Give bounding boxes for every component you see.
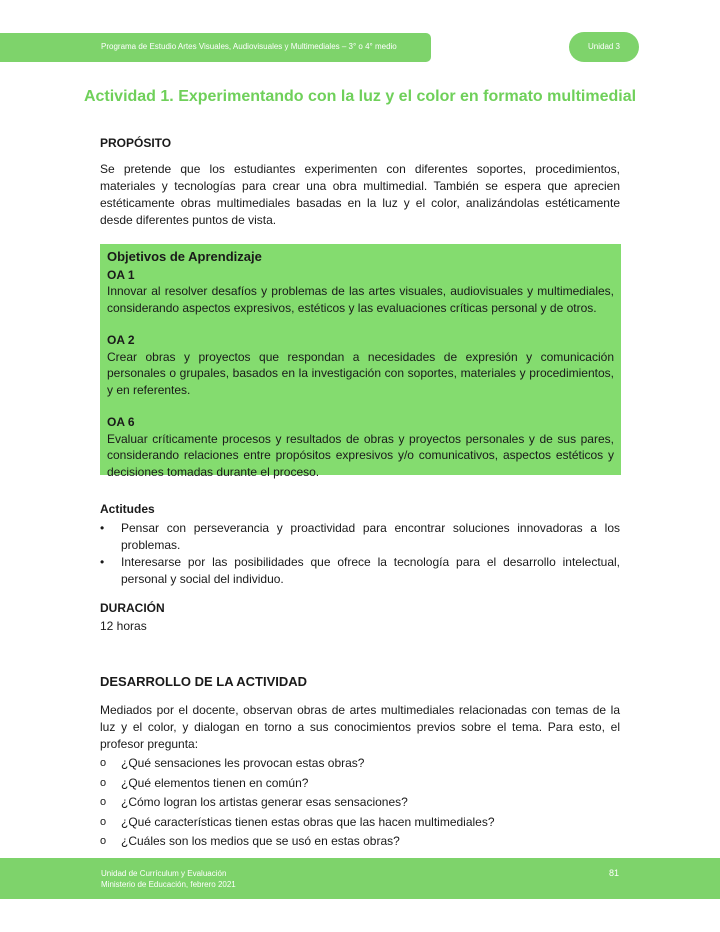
- unit-badge: Unidad 3: [569, 32, 639, 62]
- objectives-heading: Objetivos de Aprendizaje: [107, 249, 262, 264]
- list-item: [100, 794, 620, 814]
- question-text: ¿Cómo logran los artistas generar esas sensaciones?: [121, 795, 408, 809]
- attitudes-list: [100, 520, 620, 588]
- question-text: ¿Cuáles son los medios que se usó en estas obras?: [121, 834, 400, 848]
- question-text: ¿Qué sensaciones les provocan estas obras?: [121, 756, 365, 770]
- duration-heading: DURACIÓN: [100, 601, 165, 615]
- list-item: [100, 833, 620, 853]
- objective-code: OA 6: [107, 415, 135, 429]
- purpose-heading: PROPÓSITO: [100, 136, 172, 150]
- footer-line: Unidad de Currículum y Evaluación: [101, 869, 227, 878]
- bullet-icon: •: [100, 555, 105, 569]
- objective-item: [107, 414, 614, 480]
- attitude-text: Pensar con perseverancia y proactividad para encontrar soluciones innovadoras a los problemas.: [121, 521, 620, 552]
- questions-list: [100, 755, 620, 853]
- header-bar: [0, 33, 431, 62]
- attitudes-heading: Actitudes: [100, 502, 155, 516]
- circle-bullet-icon: o: [100, 776, 107, 789]
- development-section: [100, 673, 620, 853]
- objectives-box: [100, 244, 621, 479]
- circle-bullet-icon: o: [100, 815, 107, 828]
- duration-section: [100, 600, 620, 635]
- footer-line: Ministerio de Educación, febrero 2021: [101, 880, 236, 889]
- list-item: [100, 520, 620, 554]
- footer-credits: [101, 868, 236, 890]
- circle-bullet-icon: o: [100, 835, 107, 847]
- question-text: ¿Qué elementos tienen en común?: [121, 775, 309, 790]
- program-title: Programa de Estudio Artes Visuales, Audiovisuales y Multimediales – 3° o 4° medio: [101, 42, 397, 51]
- attitude-text: Interesarse por las posibilidades que ofrece la tecnología para el desarrollo intelectual, personal y social del individuo.: [121, 555, 620, 586]
- question-text: ¿Qué características tienen estas obras que las hacen multimediales?: [121, 814, 495, 829]
- duration-value: 12 horas: [100, 619, 147, 633]
- development-intro: Mediados por el docente, observan obras de artes multimediales relacionadas con temas de la luz y el color, y dialogan en torno a sus conocimientos previos sobre el tema. Para esto, el profesor pregunta:: [100, 703, 620, 751]
- circle-bullet-icon: o: [100, 757, 107, 769]
- bullet-icon: •: [100, 521, 105, 535]
- list-item: [100, 775, 620, 795]
- objective-text: Evaluar críticamente procesos y resultados de obras y proyectos personales y de sus pares, considerando relaciones entre propósitos expresivos y/o comunicativos, aspectos estéticos y decisiones tomadas durante el proceso.: [107, 431, 614, 479]
- activity-title: Actividad 1. Experimentando con la luz y el color en formato multimedial: [83, 88, 637, 105]
- page-number: 81: [609, 868, 620, 878]
- purpose-section: [100, 135, 620, 229]
- attitudes-section: [100, 501, 620, 588]
- objective-item: [107, 267, 614, 317]
- footer-bar: [0, 858, 720, 899]
- list-item: [100, 554, 620, 588]
- objective-item: [107, 332, 614, 398]
- circle-bullet-icon: o: [100, 796, 107, 808]
- objective-text: Innovar al resolver desafíos y problemas de las artes visuales, audiovisuales y multimediales, considerando aspectos expresivos, estéticos y las evaluaciones críticas personal y de otros.: [107, 284, 614, 315]
- objective-text: Crear obras y proyectos que respondan a necesidades de expresión y comunicación personales o grupales, basados en la investigación con soportes, materiales y procedimientos, y en referentes.: [107, 349, 614, 397]
- list-item: [100, 814, 620, 834]
- development-heading: DESARROLLO DE LA ACTIVIDAD: [100, 674, 308, 689]
- objective-code: OA 1: [107, 267, 135, 282]
- purpose-text: Se pretende que los estudiantes experimenten con diferentes soportes, procedimientos, materiales y tecnologías para crear una obra multimedial. También se espera que aprecien estéticamente obras multimediales basadas en la luz y el color, analizándolas estéticamente desde diferentes puntos de vista.: [100, 162, 620, 227]
- list-item: [100, 755, 620, 775]
- objective-code: OA 2: [107, 333, 135, 347]
